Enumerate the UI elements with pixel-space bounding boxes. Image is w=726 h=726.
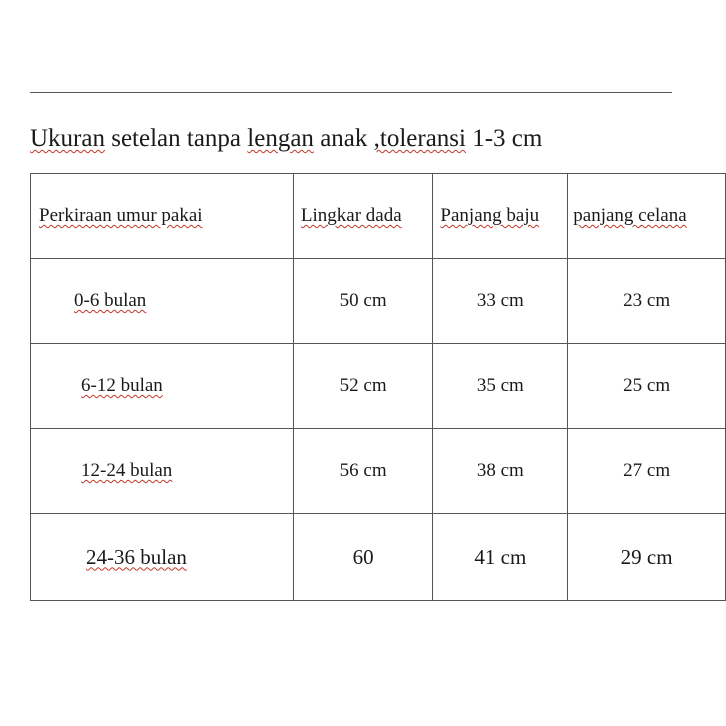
header-cell-shirt-length xyxy=(433,174,568,259)
header-text-chest: Lingkar dada xyxy=(300,205,402,226)
table-row xyxy=(31,429,726,514)
header-cell-chest xyxy=(293,174,433,259)
header-text-pants-length: panjang celana xyxy=(573,205,687,226)
age-text: 24-36 bulan xyxy=(86,544,187,569)
table-row xyxy=(31,514,726,601)
table-row xyxy=(31,259,726,344)
top-rule xyxy=(30,92,672,93)
shirt-length-cell: 33 cm xyxy=(433,259,568,344)
title-word-anak: anak xyxy=(320,125,368,152)
pants-length-cell: 27 cm xyxy=(568,429,726,514)
age-text: 12-24 bulan xyxy=(81,460,173,481)
chest-cell: 60 xyxy=(293,514,433,601)
pants-length-cell: 23 cm xyxy=(568,259,726,344)
size-table xyxy=(30,173,726,601)
table-row xyxy=(31,344,726,429)
title-word-toleransi: ,toleransi xyxy=(373,125,466,152)
header-text-shirt-length: Panjang baju xyxy=(440,205,540,226)
shirt-length-cell: 41 cm xyxy=(433,514,568,601)
shirt-length-cell: 35 cm xyxy=(433,344,568,429)
age-text: 6-12 bulan xyxy=(81,375,163,396)
title-word-lengan: lengan xyxy=(247,125,314,152)
document-title xyxy=(30,126,542,151)
shirt-length-cell: 38 cm xyxy=(433,429,568,514)
age-text: 0-6 bulan xyxy=(74,290,147,311)
age-cell xyxy=(31,259,294,344)
title-word-ukuran: Ukuran xyxy=(30,125,105,152)
title-word-setelan: setelan tanpa xyxy=(111,125,242,152)
pants-length-cell: 29 cm xyxy=(568,514,726,601)
chest-cell: 56 cm xyxy=(293,429,433,514)
header-cell-age xyxy=(31,174,294,259)
header-cell-pants-length xyxy=(568,174,726,259)
pants-length-cell: 25 cm xyxy=(568,344,726,429)
age-cell xyxy=(31,429,294,514)
chest-cell: 50 cm xyxy=(293,259,433,344)
age-cell xyxy=(31,514,294,601)
chest-cell: 52 cm xyxy=(293,344,433,429)
title-word-range: 1-3 cm xyxy=(472,125,543,152)
header-text-age: Perkiraan umur pakai xyxy=(39,205,203,226)
table-header-row xyxy=(31,174,726,259)
age-cell xyxy=(31,344,294,429)
